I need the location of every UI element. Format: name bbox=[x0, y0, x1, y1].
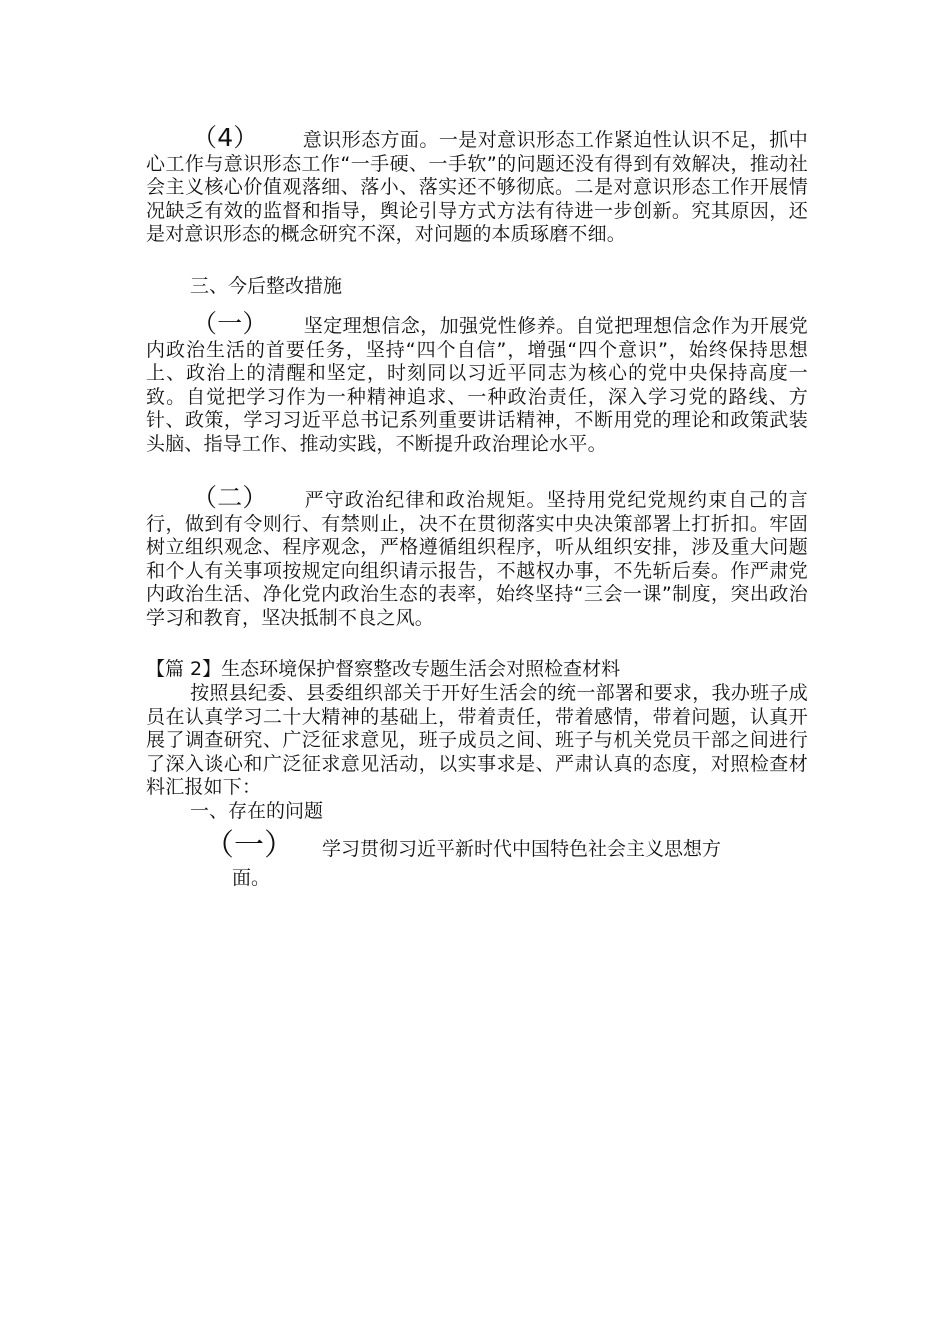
measure-1-text: 坚定理想信念，加强党性修养。自觉把理想信念作为开展党内政治生活的首要任务，坚持“四个自信”，增强“四个意识”，始终保持思想上、政治上的清醒和坚定，时刻同以习近平同志为核心的党中央保持高度一致。自觉把学习作为一种精神追求、一种政治责任，深入学习党的路线、方针、政策，学习习近平总书记系列重要讲话精神，不断用党的理论和政策武装头脑、指导工作、推动实践，不断提升政治理论水平。 bbox=[146, 315, 808, 455]
intro-text: 按照县纪委、县委组织部关于开好生活会的统一部署和要求，我办班子成员在认真学习二十大精神的基础上，带着责任，带着感情，带着问题，认真开展了调查研究、广泛征求意见，班子成员之间、班子与机关党员干部之间进行了深入谈心和广泛征求意见活动，以实事求是、严肃认真的态度，对照检查材料汇报如下： bbox=[146, 682, 808, 798]
problem-1-line-2: 面。 bbox=[232, 867, 271, 889]
intro-paragraph bbox=[146, 682, 808, 800]
article-2-title: 【篇 2】生态环境保护督察整改专题生活会对照检查材料 bbox=[146, 658, 621, 680]
section-4-text: 意识形态方面。一是对意识形态工作紧迫性认识不足，抓中心工作与意识形态工作“一手硬、一手软”的问题还没有得到有效解决，推动社会主义核心价值观落细、落小、落实还不够彻底。二是对意识形态工作开展情况缺乏有效的监督和指导，舆论引导方式方法有待进一步创新。究其原因，还是对意识形态的概念研究不深，对问题的本质琢磨不细。 bbox=[146, 129, 808, 245]
heading-rectification-measures: 三、今后整改措施 bbox=[190, 275, 343, 297]
problem-1-line-1: 学习贯彻习近平新时代中国特色社会主义思想方 bbox=[322, 838, 722, 860]
heading-existing-problems: 一、存在的问题 bbox=[190, 800, 324, 822]
problem-1-paragraph bbox=[204, 828, 808, 893]
measure-1-paragraph bbox=[146, 309, 808, 456]
measure-2-text: 严守政治纪律和政治规矩。坚持用党纪党规约束自己的言行，做到有令则行、有禁则止，决不在贯彻落实中央决策部署上打折扣。牢固树立组织观念、程序观念，严格遵循组织程序，听从组织安排，涉及重大问题和个人有关事项按规定向组织请示报告，不越权办事，不先斩后奏。作严肃党内政治生活、净化党内政治生态的表率，始终坚持“三会一课”制度，突出政治学习和教育，坚决抵制不良之风。 bbox=[146, 489, 808, 629]
section-4-marker: （4） bbox=[192, 123, 259, 152]
measure-2-paragraph bbox=[146, 483, 808, 630]
measure-2-marker: （二） bbox=[192, 483, 268, 512]
problem-1-marker: （一） bbox=[204, 828, 294, 863]
section-4-paragraph bbox=[146, 123, 808, 247]
measure-1-marker: （一） bbox=[192, 309, 268, 338]
